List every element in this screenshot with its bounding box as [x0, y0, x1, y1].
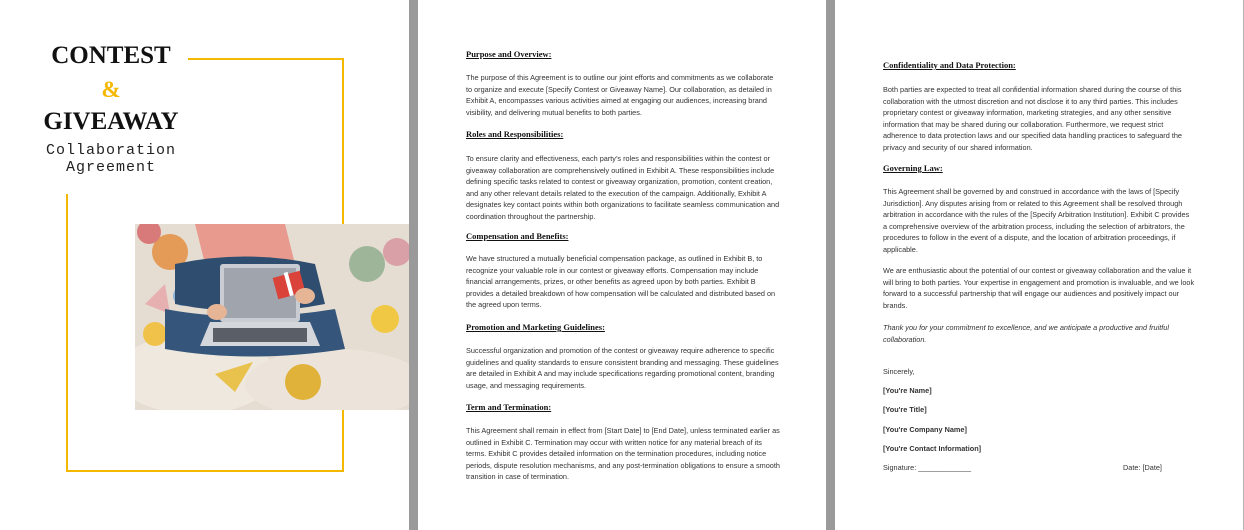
roles-body: To ensure clarity and effectiveness, each party’s roles and responsibilities within the contest or giveaway collaboration are comprehensively outlined in Exhibit A. These responsibilities include defining specific tasks related to contest or giveaway organization, promotion, content creation, and any other relevant details related to the execution of the campaign. Additionally, Exhibit A designates key contact points within both organizations to facilitate seamless communication and coordination throughout the partnership. [466, 154, 780, 221]
cover-subtitle-line1: Collaboration [45, 142, 177, 159]
term-body: This Agreement shall remain in effect from [Start Date] to [End Date], unless terminated earlier as outlined in Exhibit C. Termination may occur with written notice for any material breach of its terms. Exhibit C provides detailed information on the termination procedures, including notice periods, dispute resolution mechanisms, and any post-termination obligations to ensure a smooth transition in case of termination. [466, 426, 780, 481]
agreement-page-2 [418, 0, 826, 530]
cover-photo [135, 224, 409, 410]
cover-subtitle [34, 142, 188, 176]
date-line: Date: [Date] [1123, 463, 1162, 472]
cover-subtitle-line2: Agreement [65, 159, 156, 176]
signer-name: [You're Name] [883, 386, 932, 395]
roles-heading: Roles and Responsibilities: [466, 129, 564, 139]
compensation-heading: Compensation and Benefits: [466, 231, 569, 241]
sincerely-text: Sincerely, [883, 367, 915, 376]
compensation-body: We have structured a mutually beneficial compensation package, as outlined in Exhibit B, to recognize your valuable role in our contest or giveaway efforts. Compensation may include financial arrangements, prizes, or other benefits as agreed upon by both parties. Exhibit B provides a detailed breakdown of how compensation will be calculated and distributed based on the agreed upon terms. [466, 254, 776, 309]
cover-title-giveaway: GIVEAWAY [43, 108, 179, 135]
promotion-body: Successful organization and promotion of the contest or giveaway require adherence to specific guidelines and quality standards to ensure consistent branding and messaging. These guidelines are detailed in Exhibit A and may include specifications regarding promotional content, branding usage, and messaging requirements. [466, 346, 779, 390]
confidentiality-heading: Confidentiality and Data Protection: [883, 60, 1016, 70]
governing-law-body: This Agreement shall be governed by and construed in accordance with the laws of [Specify Jurisdiction]. Any disputes arising from or related to this Agreement shall be resolved through arbitration in accordance with the rules of the [Specify Arbitration Institution]. Exhibit C provides a comprehensive overview of the arbitration process, including the selection of arbitrators, the procedures to follow in the event of a dispute, and the location of arbitration proceedings, if applicable. [883, 187, 1190, 254]
purpose-body: The purpose of this Agreement is to outline our joint efforts and commitments as we collaborate to organize and execute [Specify Contest or Giveaway Name]. Our collaboration, as detailed in Exhibit A, encompasses various activities aimed at engaging our audiences, increasing brand visibility, and delivering mutual benefits to both parties. [466, 73, 774, 117]
cover-title-contest: CONTEST [51, 42, 171, 69]
governing-law-heading: Governing Law: [883, 163, 943, 173]
agreement-page-3 [835, 0, 1244, 530]
confidentiality-body: Both parties are expected to treat all confidential information shared during the course of this collaboration with the utmost discretion and not disclose it to any third parties. This includes proprietary contest or giveaway information, marketing strategies, and any other sensitive information that may be shared during our collaboration. Furthermore, we request strict adherence to data protection laws and our specified data handling practices to safeguard the privacy and security of our shared information. [883, 85, 1182, 152]
signature-line: Signature: _____________ [883, 463, 972, 472]
closing-body: We are enthusiastic about the potential of our contest or giveaway collaboration and the value it will bring to both parties. Your expertise in engagement and promotion is invaluable, and we look forward to a successful partnership that will engage our audiences and positively impact our brands. [883, 266, 1195, 310]
cover-page [0, 0, 409, 530]
cover-ampersand: & [101, 77, 121, 102]
thanks-note: Thank you for your commitment to excellence, and we anticipate a productive and fruitful collaboration. [883, 323, 1169, 344]
promotion-heading: Promotion and Marketing Guidelines: [466, 322, 605, 332]
signer-title: [You're Title] [883, 405, 927, 414]
term-heading: Term and Termination: [466, 402, 552, 412]
signer-company: [You're Company Name] [883, 425, 967, 434]
cover-photo-illustration [135, 224, 409, 410]
signer-contact: [You're Contact Information] [883, 444, 982, 453]
purpose-heading: Purpose and Overview: [466, 49, 552, 59]
